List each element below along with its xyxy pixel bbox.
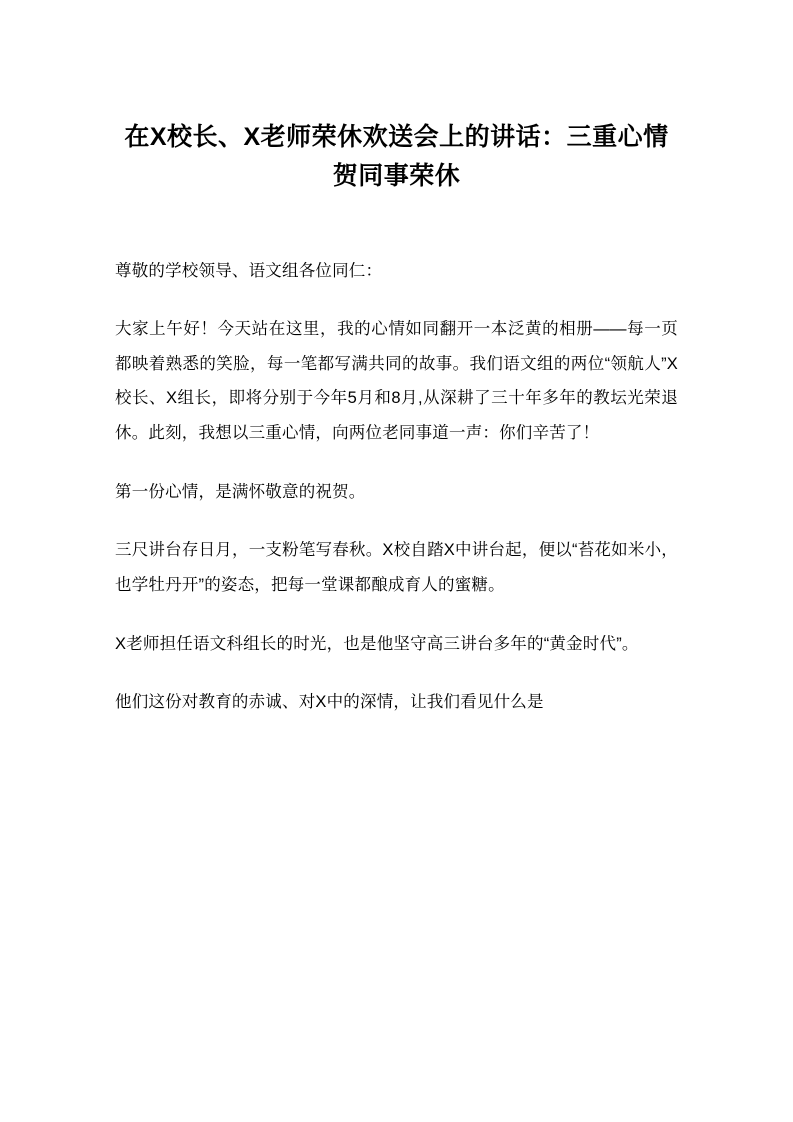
page-title: 在X校长、X老师荣休欢送会上的讲话：三重心情贺同事荣休	[124, 123, 669, 190]
paragraph-first-sentiment: 第一份心情，是满怀敬意的祝贺。	[115, 482, 366, 501]
document-body	[115, 254, 678, 720]
paragraph-opening: 大家上午好！今天站在这里，我的心情如同翻开一本泛黄的相册——每一页都映着熟悉的笑脸，每一笔都写满共同的故事。我们语文组的两位“领航人”X校长、X组长，即将分别于今年5月和8月,从深耕了三十年多年的教坛光荣退休。此刻，我想以三重心情，向两位老同事道一声：你们辛苦了！	[115, 320, 678, 443]
paragraph-salutation: 尊敬的学校领导、语文组各位同仁：	[115, 261, 383, 280]
paragraph-principal-tribute: 三尺讲台存日月，一支粉笔写春秋。X校自踏X中讲台起，便以“苔花如米小，也学牡丹开”的姿态，把每一堂课都酿成育人的蜜糖。	[115, 541, 678, 594]
paragraph-closing-fragment: 他们这份对教育的赤诚、对X中的深情，让我们看见什么是	[115, 693, 544, 712]
paragraph-teacher-tribute: X老师担任语文科组长的时光，也是他坚守高三讲台多年的“黄金时代”。	[115, 634, 639, 653]
